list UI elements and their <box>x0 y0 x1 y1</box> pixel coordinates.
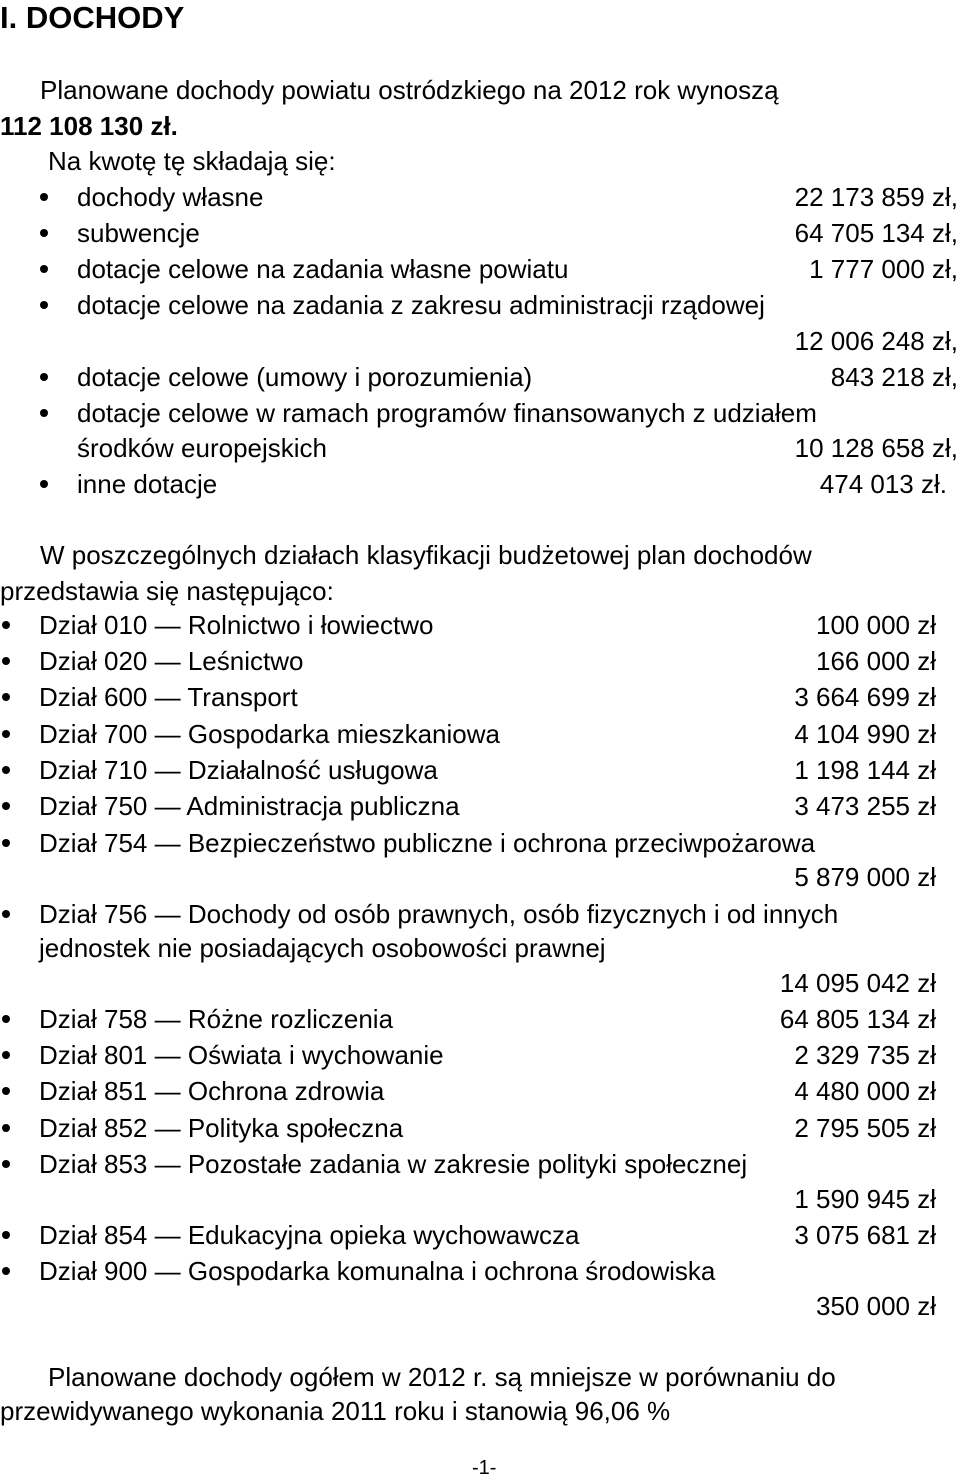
division-label: Dział 600 — Transport <box>39 682 298 712</box>
bullet-icon <box>40 193 48 201</box>
income-source-amount: 10 128 658 zł, <box>794 433 958 463</box>
division-label: Dział 010 — Rolnictwo i łowiectwo <box>39 610 434 640</box>
bullet-icon <box>2 1015 10 1023</box>
division-label: Dział 750 — Administracja publiczna <box>39 791 460 821</box>
division-amount: 2 795 505 zł <box>794 1113 936 1143</box>
division-amount: 64 805 134 zł <box>779 1004 936 1034</box>
classification-intro-line: W poszczególnych działach klasyfikacji budżetowej plan dochodów <box>40 540 812 570</box>
composition-label: Na kwotę tę składają się: <box>48 146 336 176</box>
division-label: Dział 900 — Gospodarka komunalna i ochrona środowiska <box>39 1256 716 1286</box>
income-source-label-cont: środków europejskich <box>77 433 328 463</box>
income-source-amount: 1 777 000 zł, <box>809 254 958 284</box>
income-source-label: dotacje celowe na zadania własne powiatu <box>77 254 569 284</box>
bullet-icon <box>40 301 48 309</box>
division-label: Dział 852 — Polityka społeczna <box>39 1113 404 1143</box>
bullet-icon <box>2 1051 10 1059</box>
bullet-icon <box>2 1124 10 1132</box>
division-label: Dział 020 — Leśnictwo <box>39 646 304 676</box>
intro-line: Planowane dochody powiatu ostródzkiego na 2012 rok wynoszą <box>40 75 779 105</box>
division-amount: 4 480 000 zł <box>794 1076 936 1106</box>
income-source-label: subwencje <box>77 218 200 248</box>
summary-line: przewidywanego wykonania 2011 roku i stanowią 96,06 % <box>0 1396 671 1426</box>
bullet-icon <box>2 657 10 665</box>
bullet-icon <box>2 730 10 738</box>
bullet-icon <box>40 373 48 381</box>
division-label: Dział 854 — Edukacyjna opieka wychowawcza <box>39 1220 580 1250</box>
income-source-label: dotacje celowe w ramach programów finansowanych z udziałem <box>77 398 817 428</box>
income-source-amount: 22 173 859 zł, <box>794 182 958 212</box>
classification-intro-line: przedstawia się następująco: <box>0 576 334 606</box>
division-label: Dział 851 — Ochrona zdrowia <box>39 1076 385 1106</box>
income-source-amount: 64 705 134 zł, <box>794 218 958 248</box>
division-amount: 3 664 699 zł <box>794 682 936 712</box>
income-source-amount: 474 013 zł. <box>819 469 947 499</box>
division-label: Dział 758 — Różne rozliczenia <box>39 1004 394 1034</box>
division-amount: 2 329 735 zł <box>794 1040 936 1070</box>
page-number: -1- <box>472 1457 497 1479</box>
division-label: Dział 710 — Działalność usługowa <box>39 755 438 785</box>
bullet-icon <box>2 802 10 810</box>
intro-total: 112 108 130 zł. <box>0 111 178 141</box>
bullet-icon <box>40 409 48 417</box>
bullet-icon <box>2 693 10 701</box>
division-label: Dział 756 — Dochody od osób prawnych, osób fizycznych i od innych <box>39 899 839 929</box>
bullet-icon <box>40 480 48 488</box>
division-label: Dział 801 — Oświata i wychowanie <box>39 1040 444 1070</box>
income-source-amount: 843 218 zł, <box>830 362 958 392</box>
income-source-amount: 12 006 248 zł, <box>794 326 958 356</box>
division-amount: 3 075 681 zł <box>794 1220 936 1250</box>
bullet-icon <box>2 910 10 918</box>
bullet-icon <box>2 1160 10 1168</box>
division-amount: 5 879 000 zł <box>794 862 936 892</box>
division-amount: 4 104 990 zł <box>794 719 936 749</box>
income-source-label: dotacje celowe (umowy i porozumienia) <box>77 362 533 392</box>
income-source-label: dotacje celowe na zadania z zakresu administracji rządowej <box>77 290 765 320</box>
division-amount: 3 473 255 zł <box>794 791 936 821</box>
division-amount: 166 000 zł <box>816 646 936 676</box>
bullet-icon <box>2 1087 10 1095</box>
division-amount: 350 000 zł <box>816 1291 936 1321</box>
division-amount: 1 590 945 zł <box>794 1184 936 1214</box>
bullet-icon <box>2 621 10 629</box>
division-label-cont: jednostek nie posiadających osobowości prawnej <box>39 933 606 963</box>
division-label: Dział 754 — Bezpieczeństwo publiczne i ochrona przeciwpożarowa <box>39 828 816 858</box>
bullet-icon <box>2 839 10 847</box>
summary-line: Planowane dochody ogółem w 2012 r. są mniejsze w porównaniu do <box>48 1362 836 1392</box>
section-title: I. DOCHODY <box>0 0 185 35</box>
division-label: Dział 700 — Gospodarka mieszkaniowa <box>39 719 500 749</box>
division-amount: 100 000 zł <box>816 610 936 640</box>
income-source-label: dochody własne <box>77 182 264 212</box>
bullet-icon <box>2 1231 10 1239</box>
division-amount: 14 095 042 zł <box>779 968 936 998</box>
division-label: Dział 853 — Pozostałe zadania w zakresie polityki społecznej <box>39 1149 748 1179</box>
bullet-icon <box>2 766 10 774</box>
bullet-icon <box>40 229 48 237</box>
bullet-icon <box>2 1267 10 1275</box>
income-source-label: inne dotacje <box>77 469 218 499</box>
division-amount: 1 198 144 zł <box>794 755 936 785</box>
bullet-icon <box>40 265 48 273</box>
